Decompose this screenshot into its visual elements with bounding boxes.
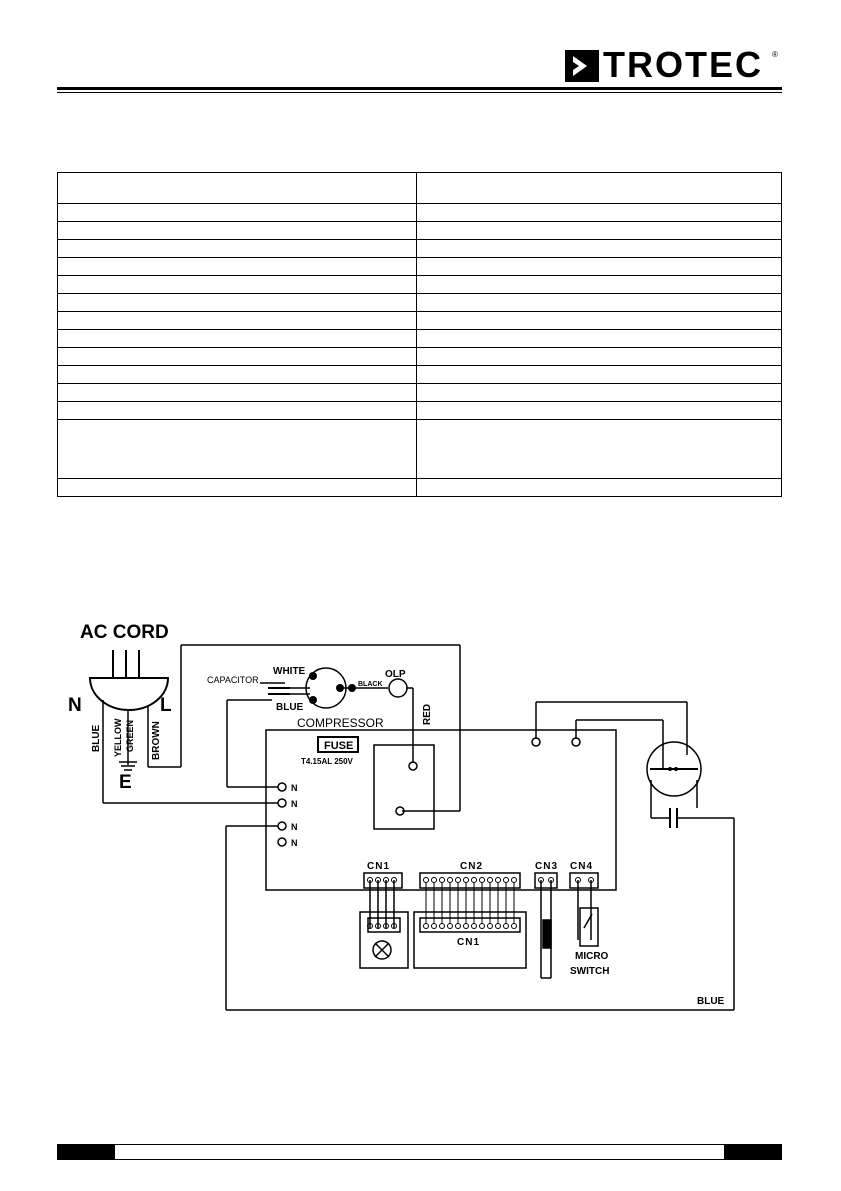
earth-label: E bbox=[119, 772, 132, 793]
terminal-n3-label: N bbox=[291, 822, 298, 832]
table-row bbox=[58, 402, 782, 420]
table-row bbox=[58, 312, 782, 330]
red-wire-label: RED bbox=[422, 703, 433, 725]
table-row bbox=[58, 348, 782, 366]
capacitor-label: CAPACITOR bbox=[207, 675, 259, 685]
table-row bbox=[58, 420, 782, 479]
terminal-n4-label: N bbox=[291, 838, 298, 848]
footer-left-block bbox=[57, 1144, 115, 1160]
terminal-n1-label: N bbox=[291, 783, 298, 793]
wire-brown-label: BROWN bbox=[151, 721, 162, 760]
table-header-row bbox=[58, 173, 782, 204]
black-wire-label: BLACK bbox=[358, 681, 383, 688]
ac-plug-shape bbox=[90, 678, 168, 710]
blue-wire-label: BLUE bbox=[276, 702, 304, 713]
specification-table bbox=[57, 172, 782, 497]
compressor-label: COMPRESSOR bbox=[297, 716, 384, 730]
registered-mark: ® bbox=[772, 50, 778, 59]
cn1-lower-label: CN1 bbox=[457, 937, 481, 948]
fuse-rating-label: T4.15AL 250V bbox=[301, 757, 353, 766]
micro-label: MICRO bbox=[575, 951, 609, 962]
live-label: L bbox=[160, 695, 172, 716]
cn2-label: CN2 bbox=[460, 861, 484, 872]
wire-yellow-label: YELLOW bbox=[113, 718, 123, 757]
neutral-label: N bbox=[68, 695, 82, 716]
table-row bbox=[58, 204, 782, 222]
wire-blue-label: BLUE bbox=[91, 724, 102, 752]
table-row bbox=[58, 294, 782, 312]
olp-label: OLP bbox=[385, 669, 406, 680]
table-row bbox=[58, 222, 782, 240]
table-row bbox=[58, 330, 782, 348]
cn1-label: CN1 bbox=[367, 861, 391, 872]
terminal-n2-label: N bbox=[291, 799, 298, 809]
trotec-logo bbox=[565, 44, 785, 86]
wiring-diagram bbox=[0, 600, 841, 1040]
table-row bbox=[58, 384, 782, 402]
trotec-logo-mark-icon bbox=[565, 50, 599, 82]
table-row bbox=[58, 366, 782, 384]
blue-bottom-label: BLUE bbox=[697, 996, 725, 1007]
white-wire-label: WHITE bbox=[273, 666, 306, 677]
cn4-label: CN4 bbox=[570, 861, 594, 872]
footer-right-block bbox=[724, 1144, 782, 1160]
header-rule-thin bbox=[57, 92, 782, 93]
brand-name: TROTEC bbox=[603, 44, 763, 85]
footer-bar bbox=[57, 1144, 782, 1160]
table-row bbox=[58, 479, 782, 497]
cn3-label: CN3 bbox=[535, 861, 559, 872]
header-rule-thick bbox=[57, 87, 782, 90]
table-row bbox=[58, 258, 782, 276]
ac-cord-label: AC CORD bbox=[80, 622, 169, 643]
switch-label: SWITCH bbox=[570, 966, 610, 977]
fuse-label: FUSE bbox=[324, 740, 354, 752]
table-row bbox=[58, 240, 782, 258]
table-row bbox=[58, 276, 782, 294]
wire-green-label: GREEN bbox=[125, 719, 135, 752]
